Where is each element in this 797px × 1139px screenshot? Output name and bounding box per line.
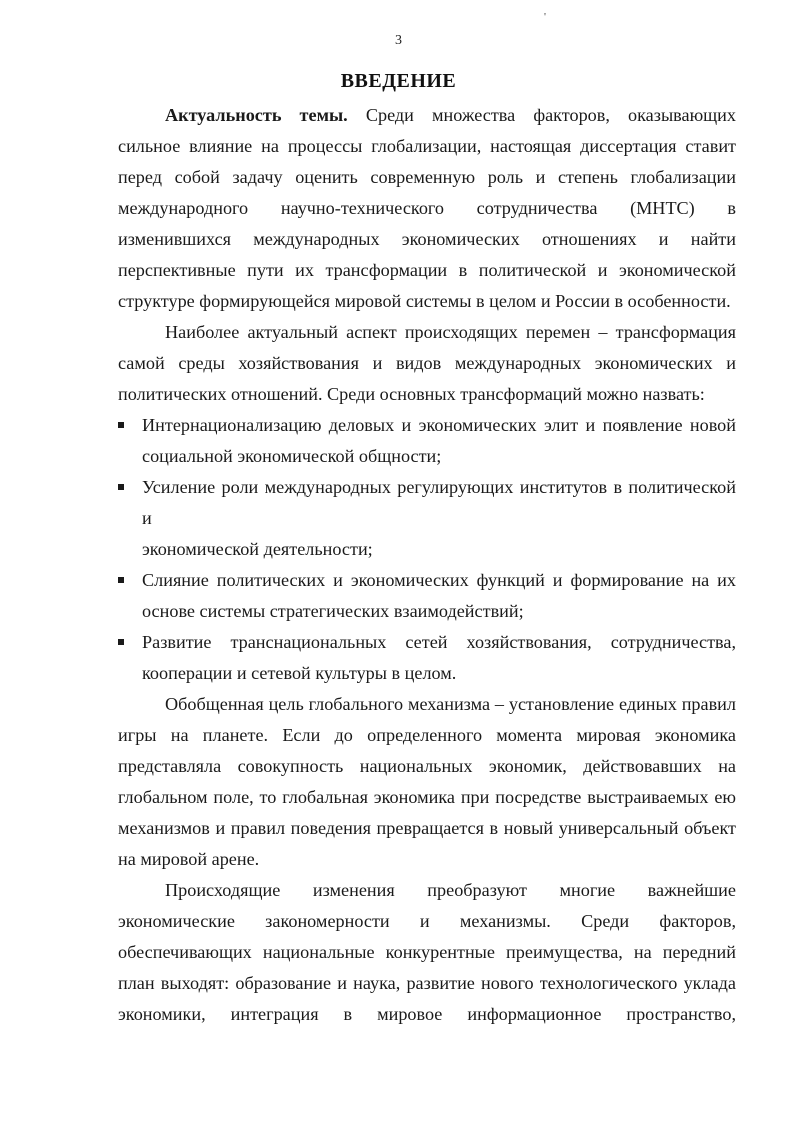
paragraph-line: экономики, интеграция в мировое информационное пространство, xyxy=(118,1004,736,1024)
list-item xyxy=(118,410,736,472)
square-bullet-icon xyxy=(118,577,124,583)
list-item-line: Интернационализацию деловых и экономических элит и появление новой xyxy=(142,415,736,435)
paragraph-line: план выходят: образование и наука, развитие нового технологического уклада xyxy=(118,973,736,993)
page-number: 3 xyxy=(395,33,402,48)
list-item xyxy=(118,627,736,689)
paragraph-aspect xyxy=(118,317,736,410)
paragraph-changes xyxy=(118,875,736,1030)
paragraph-global-mechanism xyxy=(118,689,736,875)
list-item xyxy=(118,565,736,627)
square-bullet-icon xyxy=(118,422,124,428)
square-bullet-icon xyxy=(118,484,124,490)
body-text xyxy=(118,100,736,1030)
list-item-line: Слияние политических и экономических функций и формирование на их xyxy=(142,570,736,590)
paragraph-line: экономические закономерности и механизмы. Среди факторов, xyxy=(118,911,736,931)
scan-speck: ' xyxy=(544,11,546,23)
list-item-line: экономической деятельности; xyxy=(142,539,373,559)
paragraph-line xyxy=(118,100,736,131)
paragraph-line: Происходящие изменения преобразуют многие важнейшие xyxy=(165,880,736,900)
paragraph-line: на мировой арене. xyxy=(118,849,260,869)
list-item-line: кооперации и сетевой культуры в целом. xyxy=(142,663,457,683)
list-item-line: основе системы стратегических взаимодействий; xyxy=(142,601,524,621)
transformations-list xyxy=(118,410,736,689)
list-item xyxy=(118,472,736,565)
paragraph-line: перспективные пути их трансформации в политической и экономической xyxy=(118,260,736,280)
paragraph-line: политических отношений. Среди основных трансформаций можно назвать: xyxy=(118,384,705,404)
paragraph-relevance xyxy=(118,100,736,317)
paragraph-line: обеспечивающих национальные конкурентные преимущества, на передний xyxy=(118,942,736,962)
paragraph-line: механизмов и правил поведения превращается в новый универсальный объект xyxy=(118,818,736,838)
paragraph-line: представляла совокупность национальных экономик, действовавших на xyxy=(118,756,736,776)
relevance-lead: Актуальность темы. xyxy=(165,105,348,125)
paragraph-line: изменившихся международных экономических отношениях и найти xyxy=(118,229,736,249)
section-title: ВВЕДЕНИЕ xyxy=(340,70,457,92)
paragraph-line: глобальном поле, то глобальная экономика при посредстве выстраиваемых ею xyxy=(118,787,736,807)
paragraph-line: перед собой задачу оценить современную роль и степень глобализации xyxy=(118,167,736,187)
square-bullet-icon xyxy=(118,639,124,645)
paragraph-line: Обобщенная цель глобального механизма – установление единых правил xyxy=(165,694,736,714)
paragraph-line: сильное влияние на процессы глобализации, настоящая диссертация ставит xyxy=(118,136,736,156)
paragraph-line: самой среды хозяйствования и видов международных экономических и xyxy=(118,353,736,373)
list-item-line: Развитие транснациональных сетей хозяйствования, сотрудничества, xyxy=(142,632,736,652)
paragraph-line-text: Среди множества факторов, оказывающих xyxy=(347,105,736,125)
list-item-line: социальной экономической общности; xyxy=(142,446,442,466)
paragraph-line: структуре формирующейся мировой системы в целом и России в особенности. xyxy=(118,291,731,311)
paragraph-line: игры на планете. Если до определенного момента мировая экономика xyxy=(118,725,736,745)
paragraph-line: Наиболее актуальный аспект происходящих перемен – трансформация xyxy=(165,322,736,342)
paragraph-line: международного научно-технического сотрудничества (МНТС) в xyxy=(118,198,736,218)
list-item-line: Усиление роли международных регулирующих институтов в политической и xyxy=(142,477,736,528)
